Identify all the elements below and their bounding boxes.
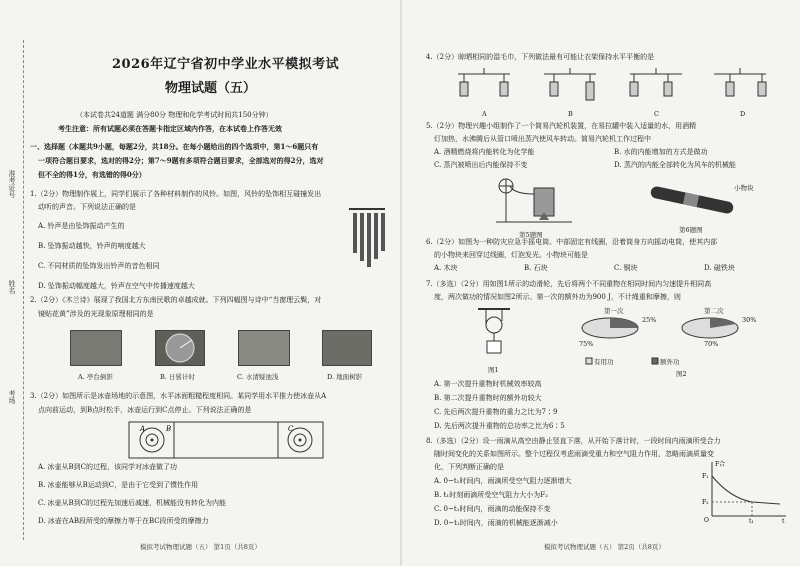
pie-1-extra-pct: 25% — [642, 316, 657, 324]
q3-option-a: A. 冰壶从B到C的过程，该同学对冰壶做了功 — [38, 463, 178, 471]
q1-option-d: D. 坠饰振动幅度越大，铃声在空气中传播速度越大 — [38, 282, 195, 290]
fig5-caption: 第5题图 — [519, 231, 543, 239]
page-2-footer: 模拟考试物理试题（五） 第2页（共8页） — [544, 543, 665, 551]
sundial-image — [155, 330, 205, 366]
graph-f2-label: F₂ — [702, 499, 709, 506]
tree-shadow-image — [322, 330, 372, 366]
q7-option-b: B. 第二次提升重物时的额外功较大 — [434, 394, 542, 402]
legend-useful-work: 有用功 — [594, 358, 614, 366]
subject-title: 物理试题（五） — [165, 81, 257, 96]
exam-meta: （本试卷共24道题 满分80分 物理和化学考试时间共150分钟） — [76, 111, 273, 119]
q2-option-a: A. 亭台倒影 — [78, 373, 113, 381]
q8-option-d: D. 0~t₁时间内，雨滴的机械能逐渐减小 — [434, 519, 558, 527]
fig1-caption: 图1 — [488, 366, 499, 374]
section-line-2: 但不全的得1分，有选错的得0分） — [38, 170, 146, 179]
graph-origin-label: O — [704, 517, 709, 524]
q2-stem-2: 镜贴花黄”涉及的光现象原理相同的是 — [38, 310, 154, 318]
side-label-name: 姓名 — [8, 280, 16, 294]
hanger-options-figure — [454, 66, 774, 106]
q5-stem: 5.（2分）物理兴趣小组制作了一个简易汽轮机装置，在易拉罐中装入适量的水，用酒精 — [426, 122, 697, 130]
q7-stem: 7.（多选）（2分）用如图1所示的动滑轮，先后将两个不同重物在相同时间内匀速提升相同高 — [426, 280, 712, 288]
pulley-figure — [474, 307, 514, 359]
point-b-label: B — [166, 425, 172, 433]
q3-stem: 3.（2分）如图所示是冰壶场地的示意图，水平冰面粗糙程度相同。某同学用水平推力使冰壶从A — [30, 392, 327, 400]
fig6-label: 小物块 — [734, 184, 754, 192]
q3-stem-2: 点向前运动，到B点时松手，冰壶运行到C点停止。下列说法正确的是 — [38, 406, 252, 414]
q6-option-c: C. 铜块 — [614, 264, 638, 272]
q1-stem: 1.（2分）物理制作展上，同学们展示了各种材料制作的风铃。如图，风铃的坠饰相互碰撞发出 — [30, 190, 322, 198]
q5-option-a: A. 酒精燃烧将内能转化为化学能 — [434, 148, 535, 156]
pie-2-useful-pct: 70% — [704, 340, 719, 348]
q7-stem-2: 度，两次做功的情况如图2所示。第一次的额外功为900 J，不计绳重和摩擦，则 — [434, 293, 681, 301]
q6-option-a: A. 木块 — [434, 264, 458, 272]
page-2 — [404, 0, 800, 566]
q8-stem-3: 化，下列判断正确的是 — [434, 463, 504, 471]
q4-stem: 4.（2分）晾晒相同的湿毛巾，下列做法最有可能让衣架保持水平平衡的是 — [426, 53, 655, 61]
fig6-caption: 第6题图 — [679, 226, 703, 234]
legend-extra-work: 额外功 — [660, 358, 680, 366]
pie-1-title: 第一次 — [604, 307, 624, 315]
q5-option-c: C. 蒸汽被喷出后内能保持不变 — [434, 161, 528, 169]
q8-stem-2: 随时间变化的关系如图所示。整个过程仅考虑雨滴受重力和空气阻力作用，忽略雨滴质量变 — [434, 450, 714, 458]
q7-option-c: C. 先后两次提升重物的重力之比为7∶9 — [434, 408, 558, 416]
point-c-label: C — [288, 425, 294, 433]
q1-option-b: B. 坠饰振动越快，铃声的响度越大 — [38, 242, 146, 250]
q2-option-c: C. 水清疑池浅 — [237, 373, 279, 381]
pie-2-extra-pct: 30% — [742, 316, 757, 324]
q6-stem: 6.（2分）如图为一种防灾应急手摇电筒。中部固定有线圈，沿着筒身方向摇动电筒，使其内部 — [426, 238, 718, 246]
q8-stem: 8.（多选）（2分）设一雨滴从高空由静止竖直下落，从开始下落计时，一段时间内雨滴所受合力 — [426, 437, 721, 445]
page-fold — [400, 0, 403, 566]
q1-option-a: A. 铃声是由坠饰振动产生的 — [38, 222, 125, 230]
pavilion-reflection-image — [70, 330, 122, 366]
force-time-graph — [700, 458, 790, 524]
binding-strip — [3, 150, 21, 450]
q5-option-d: D. 蒸汽的内能全部转化为风车的机械能 — [614, 161, 736, 169]
q2-option-b: B. 日晷计时 — [160, 373, 195, 381]
graph-t-label: t — [782, 518, 785, 524]
q2-stem: 2.（2分）《木兰诗》展现了我国北方东南民歌的卓越成就。下列四幅图与诗中“当窗理云鬓，对 — [30, 296, 322, 304]
q7-option-d: D. 先后两次提升重物的总功率之比为6∶5 — [434, 422, 565, 430]
section-line-1: 一项符合题目要求，选对的得2分；第7～9题有多项符合题目要求，全部选对的得2分，选对 — [38, 156, 324, 165]
side-label-room: 考场 — [8, 390, 16, 404]
point-a-label: A — [140, 425, 146, 433]
pie-2-title: 第二次 — [704, 307, 724, 315]
q3-option-d: D. 冰壶在AB段所受的摩擦力等于在BC段所受的摩擦力 — [38, 517, 209, 525]
q8-option-b: B. t₁时刻雨滴所受空气阻力大小为F₂ — [434, 491, 548, 499]
fig2-caption: 图2 — [676, 370, 687, 378]
q1-stem-2: 动听的声音。下列说法正确的是 — [38, 203, 136, 211]
q3-option-c: C. 冰壶从B到C的过程先加速后减速，机械能没有转化为内能 — [38, 499, 227, 507]
q4-option-c: C — [654, 110, 659, 118]
q8-option-c: C. 0~t₁时间内，雨滴的动能保持不变 — [434, 505, 551, 513]
cut-line — [23, 40, 24, 540]
q5-stem-2: 灯加热，水沸腾后从管口喷出蒸汽使风车转动。简易汽轮机工作过程中 — [434, 135, 651, 143]
flashlight-figure — [644, 182, 744, 218]
q4-option-d: D — [740, 110, 746, 118]
q4-option-a: A — [482, 110, 487, 118]
q5-option-b: B. 水的内能增加的方式是做功 — [614, 148, 708, 156]
side-label-ticket: 准考证号 — [8, 170, 16, 198]
steam-turbine-figure — [494, 176, 574, 226]
q7-option-a: A. 第一次提升重物时机械效率较高 — [434, 380, 542, 388]
page-1-footer: 模拟考试物理试题（五） 第1页（共8页） — [140, 543, 261, 551]
q8-option-a: A. 0~t₁时间内，雨滴所受空气阻力逐渐增大 — [434, 477, 572, 485]
q6-option-b: B. 石块 — [524, 264, 548, 272]
q4-option-b: B — [568, 110, 573, 118]
wind-chime-figure — [345, 205, 389, 269]
q6-stem-2: 的小物块来回穿过线圈，灯泡发光。小物块可能是 — [434, 251, 588, 259]
graph-t1-label: t₁ — [749, 518, 754, 524]
section-title: 一、选择题（本题共9小题，每题2分，共18分。在每小题给出的四个选项中，第1～6题只有 — [30, 142, 319, 151]
q6-option-d: D. 磁铁块 — [704, 264, 735, 272]
q2-option-d: D. 地面树影 — [327, 373, 363, 381]
curling-rink-diagram — [128, 421, 324, 459]
q3-option-b: B. 冰壶能够从B运动到C，是由于它受到了惯性作用 — [38, 481, 199, 489]
graph-y-label: F合 — [715, 461, 726, 468]
clear-water-image — [238, 330, 290, 366]
q1-option-c: C. 不同材质的坠饰发出铃声的音色相同 — [38, 262, 160, 270]
exam-notice: 考生注意：所有试题必须在答题卡指定区域内作答，在本试卷上作答无效 — [58, 124, 282, 133]
graph-f1-label: F₁ — [702, 473, 709, 480]
exam-title: 2026年辽宁省初中学业水平模拟考试 — [112, 57, 340, 72]
pie-1-useful-pct: 75% — [579, 340, 594, 348]
